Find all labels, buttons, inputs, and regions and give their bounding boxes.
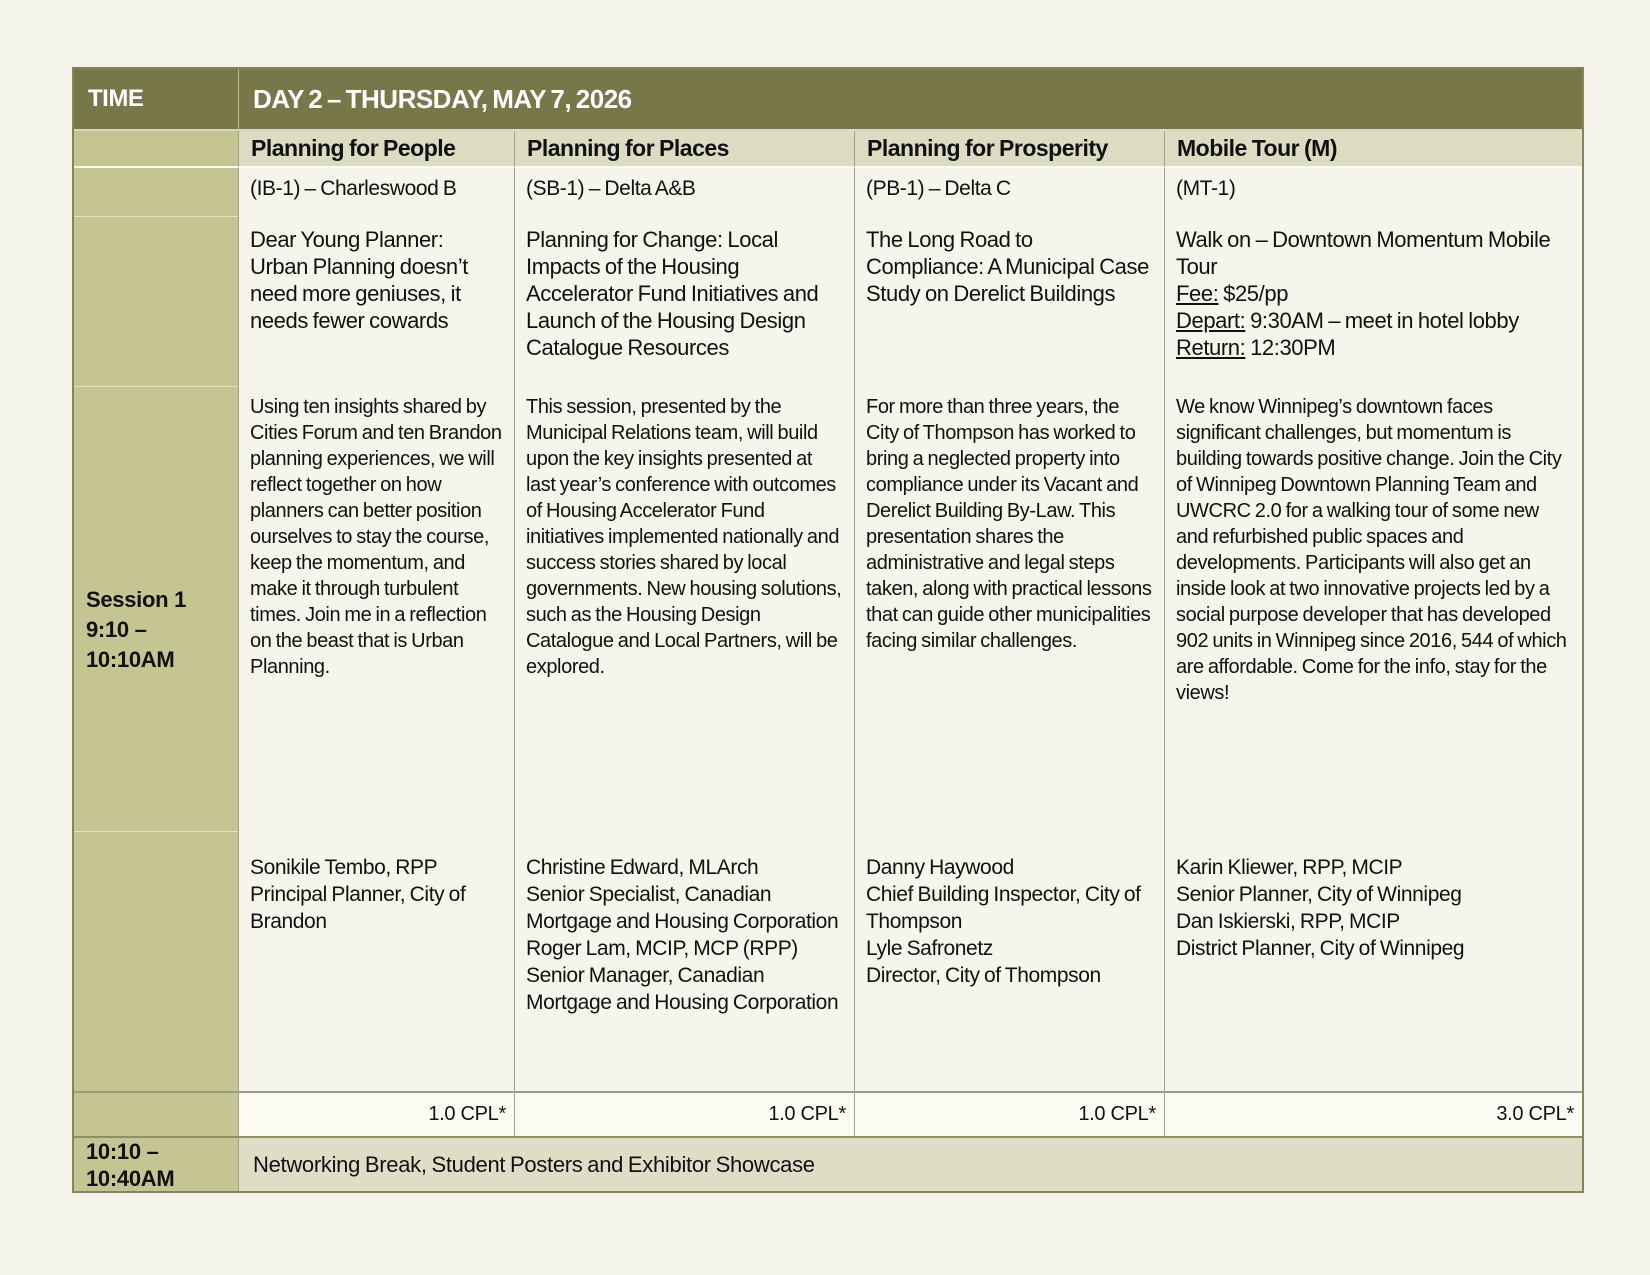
break-time-end: 10:40AM	[86, 1165, 175, 1191]
session-speakers	[526, 854, 843, 1016]
session-title: Dear Young Planner: Urban Planning doesn’t need more geniuses, it needs fewer cowards	[250, 227, 468, 333]
cpl-cell-mobile-tour: 3.0 CPL*	[1165, 1091, 1582, 1136]
tour-depart-label: Depart:	[1176, 308, 1246, 333]
speaker-line: Lyle Safronetz	[866, 937, 993, 960]
break-time-start: 10:10 –	[86, 1138, 159, 1164]
cpl-cell-planning-for-people: 1.0 CPL*	[239, 1091, 515, 1136]
speaker-line: Principal Planner, City of Brandon	[250, 883, 466, 933]
session-code: (SB-1) – Delta A&B	[526, 177, 696, 200]
break-time-cell	[74, 1136, 239, 1191]
time-column-separator	[74, 386, 238, 387]
time-column-header: TIME	[74, 69, 239, 131]
speaker-line: Senior Specialist, Canadian Mortgage and Housing Corporation	[526, 883, 839, 933]
speaker-line: Chief Building Inspector, City of Thompson	[866, 883, 1141, 933]
session-cell-planning-for-people	[239, 168, 515, 1091]
session-title	[1176, 226, 1571, 394]
cpl-cell-planning-for-prosperity: 1.0 CPL*	[855, 1091, 1165, 1136]
session-description: This session, presented by the Municipal Relations team, will build upon the key insights presented at last year’s conference with outcomes of Housing Accelerator Fund initiatives implemented nationally and success stories shared by local governments. New housing solutions, such as the Housing Design Catalogue and Local Partners, will be explored.	[526, 396, 842, 678]
break-label-cell: Networking Break, Student Posters and Exhibitor Showcase	[239, 1136, 1582, 1191]
session-time-cell	[74, 168, 239, 1091]
tour-return-label: Return:	[1176, 335, 1246, 360]
speaker-line: District Planner, City of Winnipeg	[1176, 937, 1465, 960]
session-description: We know Winnipeg’s downtown faces significant challenges, but momentum is building towards positive change. Join the City of Winnipeg Downtown Planning Team and UWCRC 2.0 for a walking tour of some new and refurbished public spaces and developments. Participants will also get an inside look at two innovative projects led by a social purpose developer that has developed 902 units in Winnipeg since 2016, 544 of which are affordable. Come for the info, stay for the views!	[1176, 396, 1567, 704]
speaker-line: Director, City of Thompson	[866, 964, 1101, 987]
session-description: For more than three years, the City of Thompson has worked to bring a neglected property into compliance under its Vacant and Derelict Building By-Law. This presentation shares the administrative and legal steps taken, along with practical lessons that can guide other municipalities facing similar challenges.	[866, 396, 1152, 652]
day-header: DAY 2 – THURSDAY, MAY 7, 2026	[239, 69, 1582, 131]
tour-return-value: 12:30PM	[1250, 335, 1336, 360]
time-column-separator	[74, 831, 238, 832]
speaker-line: Dan Iskierski, RPP, MCIP	[1176, 910, 1400, 933]
speaker-line: Danny Haywood	[866, 856, 1014, 879]
conference-schedule-table	[72, 67, 1584, 1193]
session-code: (MT-1)	[1176, 177, 1236, 200]
speaker-line: Senior Manager, Canadian Mortgage and Housing Corporation	[526, 964, 839, 1014]
tour-title: Walk on – Downtown Momentum Mobile Tour	[1176, 227, 1551, 279]
tour-fee-label: Fee:	[1176, 281, 1219, 306]
stream-header-planning-for-prosperity: Planning for Prosperity	[855, 131, 1165, 168]
time-column-spacer	[74, 131, 239, 168]
stream-header-planning-for-people: Planning for People	[239, 131, 515, 168]
session-cell-mobile-tour	[1165, 168, 1582, 1091]
speaker-line: Senior Planner, City of Winnipeg	[1176, 883, 1462, 906]
session-description: Using ten insights shared by Cities Forum and ten Brandon planning experiences, we will reflect together on how planners can better position ourselves to stay the course, keep the momentum, and make it through turbulent times. Join me in a reflection on the beast that is Urban Planning.	[250, 396, 502, 678]
session-time-start: 9:10 –	[86, 616, 147, 642]
speaker-line: Karin Kliewer, RPP, MCIP	[1176, 856, 1403, 879]
session-speakers	[1176, 854, 1571, 962]
session-code: (IB-1) – Charleswood B	[250, 177, 457, 200]
speaker-line: Roger Lam, MCIP, MCP (RPP)	[526, 937, 798, 960]
session-label: Session 1	[86, 586, 187, 612]
session-code: (PB-1) – Delta C	[866, 177, 1011, 200]
speaker-line: Sonikile Tembo, RPP	[250, 856, 438, 879]
session-speakers	[250, 854, 503, 935]
tour-depart-value: 9:30AM – meet in hotel lobby	[1250, 308, 1519, 333]
speaker-line: Christine Edward, MLArch	[526, 856, 759, 879]
stream-header-planning-for-places: Planning for Places	[515, 131, 855, 168]
session-cell-planning-for-places	[515, 168, 855, 1091]
session-title: Planning for Change: Local Impacts of the Housing Accelerator Fund Initiatives and Launch of the Housing Design Catalogue Resources	[526, 227, 819, 360]
cpl-cell-planning-for-places: 1.0 CPL*	[515, 1091, 855, 1136]
stream-header-mobile-tour: Mobile Tour (M)	[1165, 131, 1582, 168]
session-speakers	[866, 854, 1153, 989]
session-cell-planning-for-prosperity	[855, 168, 1165, 1091]
time-column-separator	[74, 216, 238, 217]
session-title: The Long Road to Compliance: A Municipal Case Study on Derelict Buildings	[866, 227, 1149, 306]
tour-fee-value: $25/pp	[1223, 281, 1289, 306]
session-time-end: 10:10AM	[86, 646, 175, 672]
cpl-time-spacer	[74, 1091, 239, 1136]
